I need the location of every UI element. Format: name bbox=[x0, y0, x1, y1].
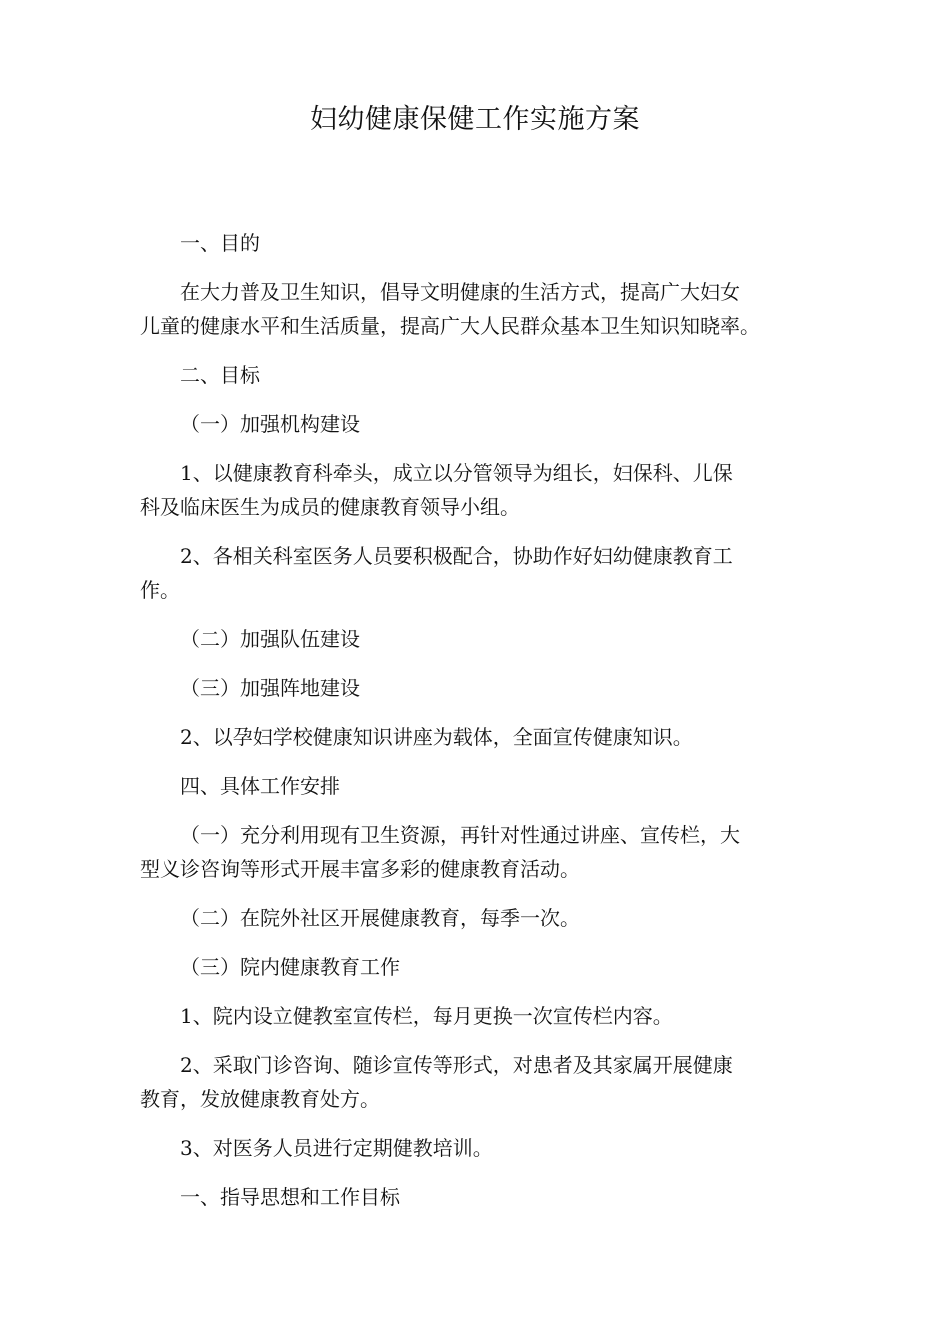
paragraph bbox=[140, 1131, 812, 1165]
paragraph bbox=[140, 622, 812, 656]
paragraph bbox=[140, 226, 812, 260]
paragraph-line: 一、指导思想和工作目标 bbox=[180, 1185, 400, 1209]
paragraph bbox=[140, 1180, 812, 1214]
paragraph bbox=[140, 1048, 812, 1116]
paragraph bbox=[140, 999, 812, 1033]
paragraph bbox=[140, 818, 812, 886]
paragraph-line: （一）充分利用现有卫生资源，再针对性通过讲座、宣传栏，大 bbox=[180, 823, 740, 847]
paragraph-line: 型义诊咨询等形式开展丰富多彩的健康教育活动。 bbox=[140, 857, 580, 881]
paragraph-line: 2、以孕妇学校健康知识讲座为载体，全面宣传健康知识。 bbox=[180, 725, 693, 749]
paragraph-line: 教育，发放健康教育处方。 bbox=[140, 1087, 380, 1111]
paragraph bbox=[140, 901, 812, 935]
paragraph bbox=[140, 407, 812, 441]
paragraph-line: 2、各相关科室医务人员要积极配合，协助作好妇幼健康教育工 bbox=[180, 544, 733, 568]
paragraph-line: （三）院内健康教育工作 bbox=[180, 955, 400, 979]
paragraph-line: （一）加强机构建设 bbox=[180, 412, 360, 436]
paragraph-line: （二）在院外社区开展健康教育，每季一次。 bbox=[180, 906, 580, 930]
paragraph bbox=[140, 720, 812, 754]
paragraph-line: 四、具体工作安排 bbox=[180, 774, 340, 798]
paragraph bbox=[140, 358, 812, 392]
paragraph-line: 科及临床医生为成员的健康教育领导小组。 bbox=[140, 495, 520, 519]
paragraph bbox=[140, 456, 812, 524]
paragraph-line: 1、院内设立健教室宣传栏，每月更换一次宣传栏内容。 bbox=[180, 1004, 673, 1028]
paragraph-line: （二）加强队伍建设 bbox=[180, 627, 360, 651]
paragraph bbox=[140, 671, 812, 705]
paragraph-line: 2、采取门诊咨询、随诊宣传等形式，对患者及其家属开展健康 bbox=[180, 1053, 733, 1077]
paragraph-line: 一、目的 bbox=[180, 231, 260, 255]
document-title: 妇幼健康保健工作实施方案 bbox=[310, 104, 640, 135]
paragraph-line: 1、以健康教育科牵头，成立以分管领导为组长，妇保科、儿保 bbox=[180, 461, 733, 485]
paragraph bbox=[140, 950, 812, 984]
paragraph bbox=[140, 539, 812, 607]
paragraph-line: 儿童的健康水平和生活质量，提高广大人民群众基本卫生知识知晓率。 bbox=[140, 314, 760, 338]
paragraph-line: 二、目标 bbox=[180, 363, 260, 387]
document-body bbox=[140, 226, 812, 1229]
paragraph-line: 在大力普及卫生知识，倡导文明健康的生活方式，提高广大妇女 bbox=[180, 280, 740, 304]
paragraph-line: 作。 bbox=[140, 578, 180, 602]
paragraph bbox=[140, 275, 812, 343]
paragraph-line: （三）加强阵地建设 bbox=[180, 676, 360, 700]
paragraph-line: 3、对医务人员进行定期健教培训。 bbox=[180, 1136, 493, 1160]
paragraph bbox=[140, 769, 812, 803]
